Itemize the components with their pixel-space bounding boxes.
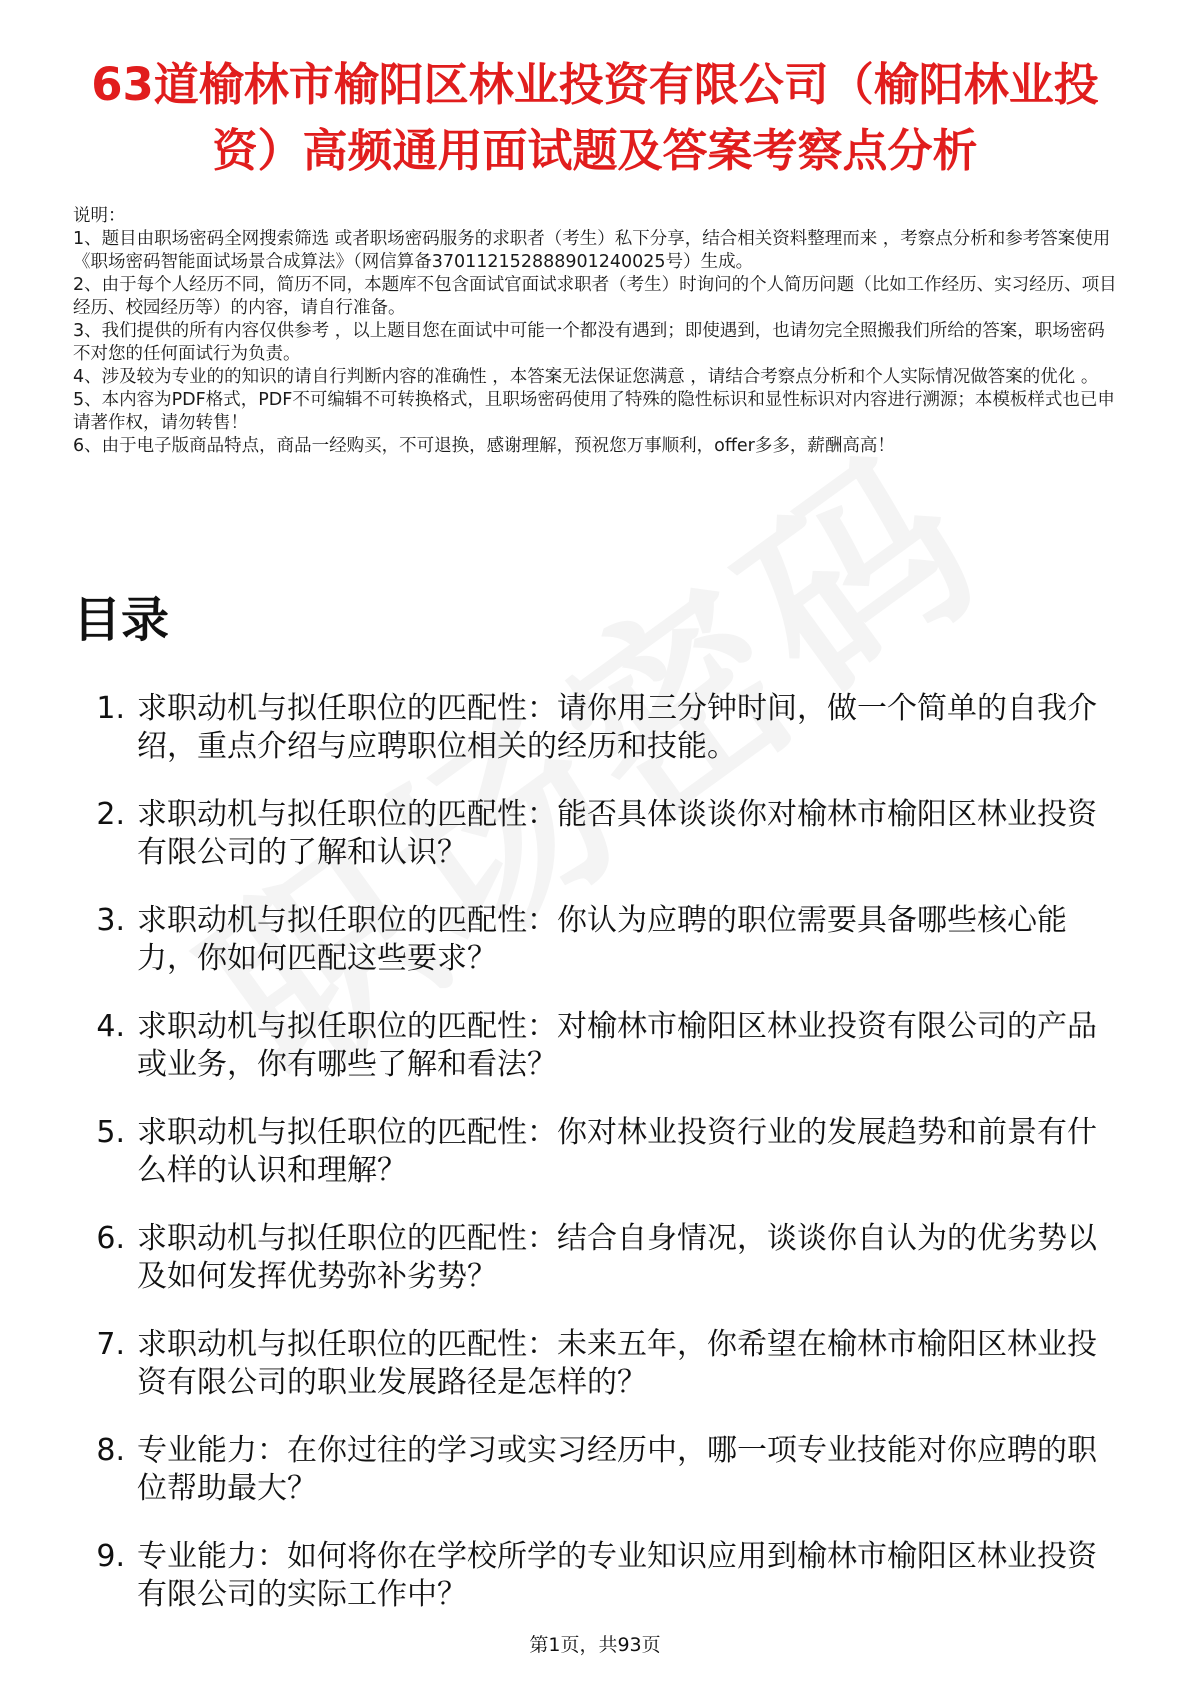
toc-item[interactable] — [73, 1432, 1123, 1508]
toc-item-text: 求职动机与拟任职位的匹配性：请你用三分钟时间，做一个简单的自我介绍，重点介绍与应聘职位相关的经历和技能。 — [137, 691, 1097, 764]
toc-item-text: 求职动机与拟任职位的匹配性：你认为应聘的职位需要具备哪些核心能力，你如何匹配这些要求？ — [137, 903, 1067, 976]
toc-item-text: 专业能力：如何将你在学校所学的专业知识应用到榆林市榆阳区林业投资有限公司的实际工作中？ — [137, 1539, 1097, 1612]
toc-item-number: 3. — [96, 903, 125, 938]
toc-item[interactable] — [73, 1220, 1123, 1296]
notes-heading: 说明： — [73, 206, 126, 226]
toc-item-number: 1. — [96, 691, 125, 726]
toc-item[interactable] — [73, 1114, 1123, 1190]
toc-item-text: 求职动机与拟任职位的匹配性：未来五年，你希望在榆林市榆阳区林业投资有限公司的职业发展路径是怎样的？ — [137, 1327, 1097, 1400]
note-item: 1、题目由职场密码全网搜索筛选 或者职场密码服务的求职者（考生）私下分享，结合相关资料整理而来 ，考察点分析和参考答案使用《职场密码智能面试场景合成算法》（网信算备370112152888901240025号）生成。 — [73, 229, 1111, 272]
toc-item-number: 7. — [96, 1327, 125, 1362]
note-item: 6、由于电子版商品特点，商品一经购买，不可退换，感谢理解，预祝您万事顺利，offer多多，薪酬高高！ — [73, 436, 895, 456]
toc-item-text: 求职动机与拟任职位的匹配性：能否具体谈谈你对榆林市榆阳区林业投资有限公司的了解和认识？ — [137, 797, 1097, 870]
toc-item-text: 专业能力：在你过往的学习或实习经历中，哪一项专业技能对你应聘的职位帮助最大？ — [137, 1433, 1097, 1506]
toc-item[interactable] — [73, 796, 1123, 872]
toc-list — [73, 690, 1123, 1644]
note-item: 4、涉及较为专业的的知识的请自行判断内容的准确性 ，本答案无法保证您满意 ，请结合考察点分析和个人实际情况做答案的优化 。 — [73, 367, 1099, 387]
toc-item-text: 求职动机与拟任职位的匹配性：结合自身情况，谈谈你自认为的优劣势以及如何发挥优势弥补劣势？ — [137, 1221, 1097, 1294]
toc-item[interactable] — [73, 690, 1123, 766]
toc-item-text: 求职动机与拟任职位的匹配性：对榆林市榆阳区林业投资有限公司的产品或业务，你有哪些了解和看法？ — [137, 1009, 1097, 1082]
toc-heading: 目录 — [73, 592, 170, 648]
toc-item-number: 8. — [96, 1433, 125, 1468]
toc-item[interactable] — [73, 1008, 1123, 1084]
toc-item-number: 2. — [96, 797, 125, 832]
toc-item-number: 4. — [96, 1009, 125, 1044]
document-title: 63道榆林市榆阳区林业投资有限公司（榆阳林业投资）高频通用面试题及答案考察点分析 — [91, 58, 1099, 177]
toc-item-number: 9. — [96, 1539, 125, 1574]
notes-section — [73, 205, 1121, 458]
toc-item-number: 5. — [96, 1115, 125, 1150]
toc-item-number: 6. — [96, 1221, 125, 1256]
note-item: 2、由于每个人经历不同，简历不同，本题库不包含面试官面试求职者（考生）时询问的个人简历问题（比如工作经历、实习经历、项目经历、校园经历等）的内容，请自行准备。 — [73, 275, 1117, 318]
toc-item-text: 求职动机与拟任职位的匹配性：你对林业投资行业的发展趋势和前景有什么样的认识和理解？ — [137, 1115, 1097, 1188]
note-item: 3、我们提供的所有内容仅供参考 ，以上题目您在面试中可能一个都没有遇到；即使遇到，也请勿完全照搬我们所给的答案，职场密码不对您的任何面试行为负责。 — [73, 321, 1105, 364]
toc-item[interactable] — [73, 1538, 1123, 1614]
toc-item[interactable] — [73, 902, 1123, 978]
note-item: 5、本内容为PDF格式，PDF不可编辑不可转换格式，且职场密码使用了特殊的隐性标识和显性标识对内容进行溯源；本模板样式也已申请著作权，请勿转售！ — [73, 390, 1115, 433]
toc-item[interactable] — [73, 1326, 1123, 1402]
page-footer: 第1页，共93页 — [529, 1634, 661, 1656]
